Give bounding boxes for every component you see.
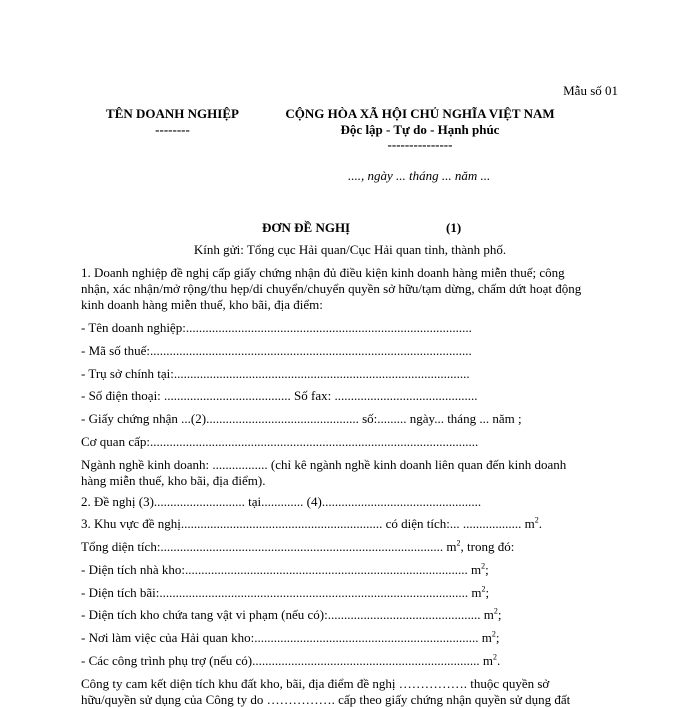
date-line: ...., ngày ... tháng ... năm ...: [348, 168, 491, 183]
company-label: TÊN DOANH NGHIỆP: [106, 106, 239, 121]
section1-line1: 1. Doanh nghiệp đề nghị cấp giấy chứng nhận đủ điều kiện kinh doanh hàng miễn thuế; công: [81, 265, 565, 280]
unit-power: 2: [493, 606, 498, 616]
field-business-line1: Ngành nghề kinh doanh: ................. (chỉ kê ngành nghề kinh doanh liên quan đến kinh doanh: [81, 457, 567, 472]
motto-dash: ---------------: [387, 137, 453, 152]
end-punct: ;: [497, 607, 502, 622]
end-punct: ;: [495, 630, 500, 645]
auxiliary-area-line: [81, 653, 500, 668]
unit-power: 2: [493, 652, 497, 662]
document-title: ĐƠN ĐỀ NGHỊ: [262, 220, 351, 235]
section1-line2: nhận, xác nhận/mở rộng/thu hẹp/di chuyển/chuyển quyền sở hữu/tạm dừng, chấm dứt hoạt động: [81, 281, 582, 296]
unit-power: 2: [491, 629, 496, 639]
section3-area-line: [81, 516, 542, 531]
evidence-area-text: - Diện tích kho chứa tang vật vi phạm (nếu có):............................................... m: [81, 607, 494, 622]
section1-line3: kinh doanh hàng miễn thuế, kho bãi, địa điểm:: [81, 297, 323, 312]
unit-power: 2: [481, 584, 486, 594]
field-business-line2: hàng miễn thuế, kho bãi, địa điểm).: [81, 473, 266, 488]
title-note: (1): [446, 220, 462, 235]
field-certificate: - Giấy chứng nhận ...(2)............................................... số:......... ngày... tháng ... năm ;: [81, 411, 522, 426]
warehouse-area-text: - Diện tích nhà kho:....................................................................................... m: [81, 562, 482, 577]
customs-office-area-text: - Nơi làm việc của Hải quan kho:..................................................................... m: [81, 630, 492, 645]
end-punct: .: [538, 516, 542, 531]
unit-power: 2: [534, 515, 539, 525]
field-issuer: Cơ quan cấp:.....................................................................................................: [81, 434, 479, 449]
end-punct: ;: [485, 585, 490, 600]
customs-office-area-line: [81, 630, 500, 645]
total-area-suffix: , trong đó:: [460, 539, 515, 554]
auxiliary-area-text: - Các công trình phụ trợ (nếu có)...................................................................... m: [81, 653, 493, 668]
total-area-text: Tổng diện tích:....................................................................................... m: [81, 539, 457, 554]
section2-line: 2. Đề nghị (3)............................ tại............. (4).................................................: [81, 494, 482, 509]
evidence-area-line: [81, 607, 501, 622]
field-company-name: - Tên doanh nghiệp:........................................................................................: [81, 320, 472, 335]
recipient-line: Kính gửi: Tổng cục Hải quan/Cục Hải quan tỉnh, thành phố.: [193, 242, 507, 257]
field-tax-code: - Mã số thuế:...................................................................................................: [81, 343, 472, 358]
end-punct: .: [497, 653, 501, 668]
field-phone-fax: - Số điện thoại: ....................................... Số fax: ............................................: [81, 388, 478, 403]
section3-area-text: 3. Khu vực đề nghị.............................................................. có diện tích:... .................. m: [81, 516, 535, 531]
form-number: Mẫu số 01: [563, 83, 618, 98]
total-area-line: [81, 539, 514, 554]
end-punct: ;: [485, 562, 489, 577]
unit-power: 2: [456, 538, 461, 548]
unit-power: 2: [481, 561, 486, 571]
commitment-line2: hữu/quyền sử dụng của Công ty do ……………. cấp theo giấy chứng nhận quyền sử dụng đất: [81, 692, 571, 707]
company-dash: --------: [155, 122, 190, 137]
motto: Độc lập - Tự do - Hạnh phúc: [340, 122, 500, 137]
commitment-line1: Công ty cam kết diện tích khu đất kho, bãi, địa điểm đề nghị ……………. thuộc quyền sở: [81, 676, 550, 691]
field-head-office: - Trụ sở chính tại:...........................................................................................: [81, 366, 470, 381]
yard-area-text: - Diện tích bãi:............................................................................................... m: [81, 585, 482, 600]
warehouse-area-line: [81, 562, 489, 577]
yard-area-line: [81, 585, 489, 600]
country-name: CỘNG HÒA XÃ HỘI CHỦ NGHĨA VIỆT NAM: [285, 106, 555, 121]
